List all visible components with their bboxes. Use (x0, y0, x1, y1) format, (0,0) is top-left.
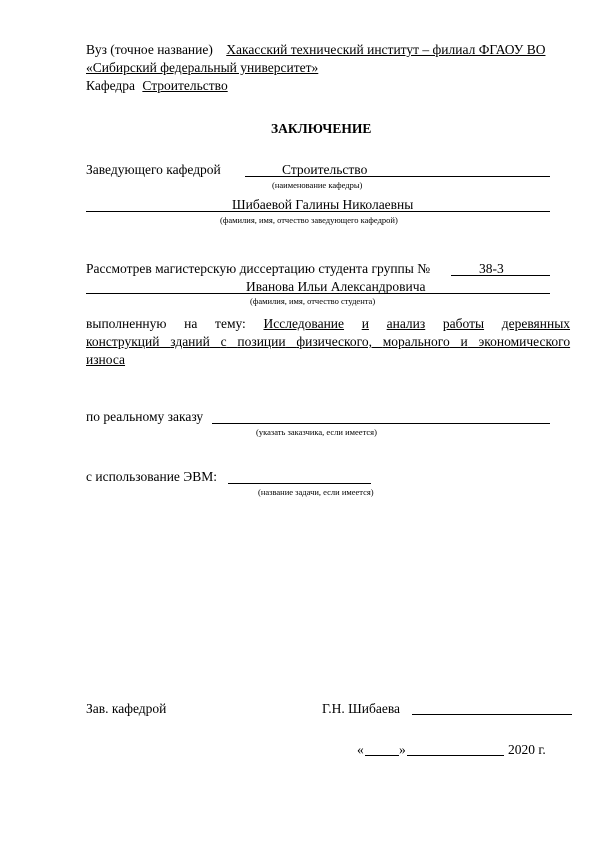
vuz-name-1: Хакасский технический институт – филиал ФГАОУ ВО (226, 42, 546, 57)
vuz-name-2: «Сибирский федеральный университет» (86, 60, 319, 75)
head-name: Шибаевой Галины Николаевны (232, 197, 414, 212)
topic-word: Исследование (263, 316, 345, 331)
topic-line-3: износа (86, 352, 126, 367)
date-month-rule (407, 755, 504, 756)
topic-word: с (220, 334, 227, 349)
head-name-caption: (фамилия, имя, отчество заведующего кафедрой) (220, 215, 398, 225)
computer-label: с использование ЭВМ: (86, 469, 217, 484)
topic-word: экономического (478, 334, 571, 349)
order-rule (212, 423, 550, 424)
date-open-quote: « (357, 742, 364, 757)
kafedra-line (86, 78, 258, 94)
order-caption: (указать заказчика, если имеется) (256, 427, 377, 437)
page-title: ЗАКЛЮЧЕНИЕ (271, 121, 372, 136)
topic-word: выполненную (86, 316, 167, 331)
dept-value: Строительство (282, 162, 368, 177)
topic-word: на (184, 316, 198, 331)
date-close-quote: » (399, 742, 406, 757)
vuz-label: Вуз (точное название) (86, 42, 213, 57)
signature-rule (412, 714, 572, 715)
signature-name: Г.Н. Шибаева (322, 701, 401, 716)
computer-rule (228, 483, 371, 484)
topic-word: и (361, 316, 369, 331)
topic-word: деревянных (501, 316, 571, 331)
computer-caption: (название задачи, если имеется) (258, 487, 374, 497)
kafedra-value: Строительство (142, 78, 228, 93)
dept-caption: (наименование кафедры) (272, 180, 363, 190)
date-day-rule (365, 755, 399, 756)
group-number: 38-3 (479, 261, 504, 276)
topic-word: позиции (237, 334, 286, 349)
signature-role: Зав. кафедрой (86, 701, 167, 716)
topic-word: и (460, 334, 468, 349)
student-name: Иванова Ильи Александровича (246, 279, 426, 294)
kafedra-label: Кафедра (86, 78, 135, 93)
topic-word: физического, (296, 334, 372, 349)
topic-word: анализ (386, 316, 426, 331)
review-prefix: Рассмотрев магистерскую диссертацию студента группы № (86, 261, 431, 276)
order-label: по реальному заказу (86, 409, 204, 424)
topic-word: зданий (170, 334, 210, 349)
topic-line-1 (86, 316, 570, 332)
topic-line-2 (86, 334, 570, 350)
vuz-line-1 (86, 42, 545, 58)
head-of-dept-label: Заведующего кафедрой (86, 162, 221, 177)
topic-word: работы (442, 316, 485, 331)
student-caption: (фамилия, имя, отчество студента) (250, 296, 376, 306)
topic-word: конструкций (86, 334, 160, 349)
date-year: 2020 г. (508, 742, 546, 757)
topic-word: морального (382, 334, 450, 349)
topic-word: тему: (215, 316, 246, 331)
